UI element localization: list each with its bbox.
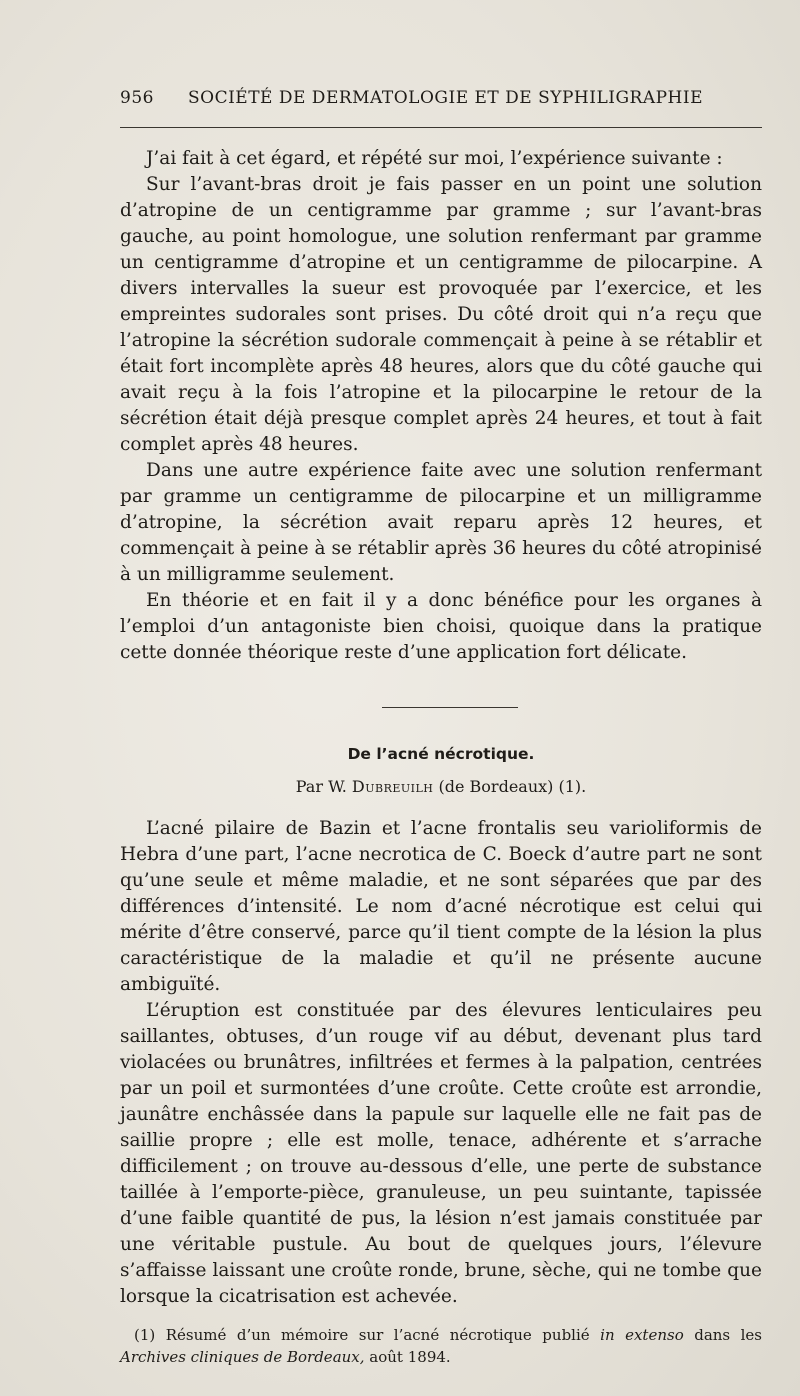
footnote-italic: in extenso: [600, 1326, 684, 1344]
footnote-text: (1) Résumé d’un mémoire sur l’acné nécrotique publié: [134, 1326, 601, 1344]
footnote-journal: Archives cliniques de Bordeaux,: [120, 1348, 365, 1366]
article-title: De l’acné nécrotique.: [347, 745, 535, 763]
running-title: SOCIÉTÉ DE DERMATOLOGIE ET DE SYPHILIGRAPHIE: [188, 88, 704, 108]
footnote-text: août 1894.: [364, 1348, 451, 1366]
header-rule: [120, 127, 762, 128]
paragraph: L’éruption est constituée par des élevures lenticulaires peu saillantes, obtuses, d’un rouge vif au début, devenant plus tard violacées ou brunâtres, infiltrées et fermes à la palpation, centrées par un poil et surmontées d’une croûte. Cette croûte est arrondie, jaunâtre enchâssée dans la papule sur laquelle elle ne fait pas de saillie propre ; elle est molle, tenace, adhérente et s’arrache difficilement ; on trouve au-dessous d’elle, une perte de substance taillée à l’emporte-pièce, granuleuse, un peu suintante, tapissée d’une faible quantité de pus, la lésion n’est jamais constituée par une véritable pustule. Au bout de quelques jours, l’élevure s’affaisse laissant une croûte ronde, brune, sèche, qui ne tombe que lorsque la cicatrisation est achevée.: [120, 1000, 762, 1307]
article-body: [120, 816, 762, 1310]
previous-article-continuation: [120, 146, 762, 666]
article-byline: [120, 776, 762, 798]
section-separator: [382, 707, 518, 708]
running-head: [120, 88, 762, 116]
byline-author: Dubreuilh: [351, 777, 434, 796]
footnote-text: dans les: [683, 1326, 762, 1344]
paragraph: En théorie et en fait il y a donc bénéfice pour les organes à l’emploi d’un antagoniste bien choisi, quoique dans la pratique cette donnée théorique reste d’une application fort délicate.: [120, 590, 762, 663]
footnote: [120, 1324, 762, 1368]
paragraph: L’acné pilaire de Bazin et l’acne frontalis seu varioliformis de Hebra d’une part, l’acne necrotica de C. Boeck d’autre part ne sont qu’une seule et même maladie, et ne sont séparées que par des différences d’intensité. Le nom d’acné nécrotique est celui qui mérite d’être conservé, parce qu’il tient compte de la lésion la plus caractéristique de la maladie et qu’il ne présente aucune ambiguïté.: [120, 818, 762, 995]
paragraph: Sur l’avant-bras droit je fais passer en un point une solution d’atropine de un centigramme par gramme ; sur l’avant-bras gauche, au point homologue, une solution renfermant par gramme un centigramme d’atropine et un centigramme de pilocarpine. A divers intervalles la sueur est provoquée par l’exercice, et les empreintes sudorales sont prises. Du côté droit qui n’a reçu que l’atropine la sécrétion sudorale commençait à peine à se rétablir et était fort incomplète après 48 heures, alors que du côté gauche qui avait reçu à la fois l’atropine et la pilocarpine le retour de la sécrétion était déjà presque complet après 24 heures, et tout à fait complet après 48 heures.: [120, 174, 762, 455]
byline-prefix: Par W.: [295, 777, 352, 796]
page-number: 956: [120, 88, 154, 108]
book-page: [120, 0, 762, 1396]
paragraph: J’ai fait à cet égard, et répété sur moi, l’expérience suivante :: [146, 148, 723, 169]
byline-suffix: (de Bordeaux) (1).: [433, 777, 587, 796]
paragraph: Dans une autre expérience faite avec une solution renfermant par gramme un centigramme de pilocarpine et un milligramme d’atropine, la sécrétion avait reparu après 12 heures, et commençait à peine à se rétablir après 36 heures du côté atropinisé à un milligramme seulement.: [120, 460, 762, 585]
page-body: [120, 146, 762, 1368]
